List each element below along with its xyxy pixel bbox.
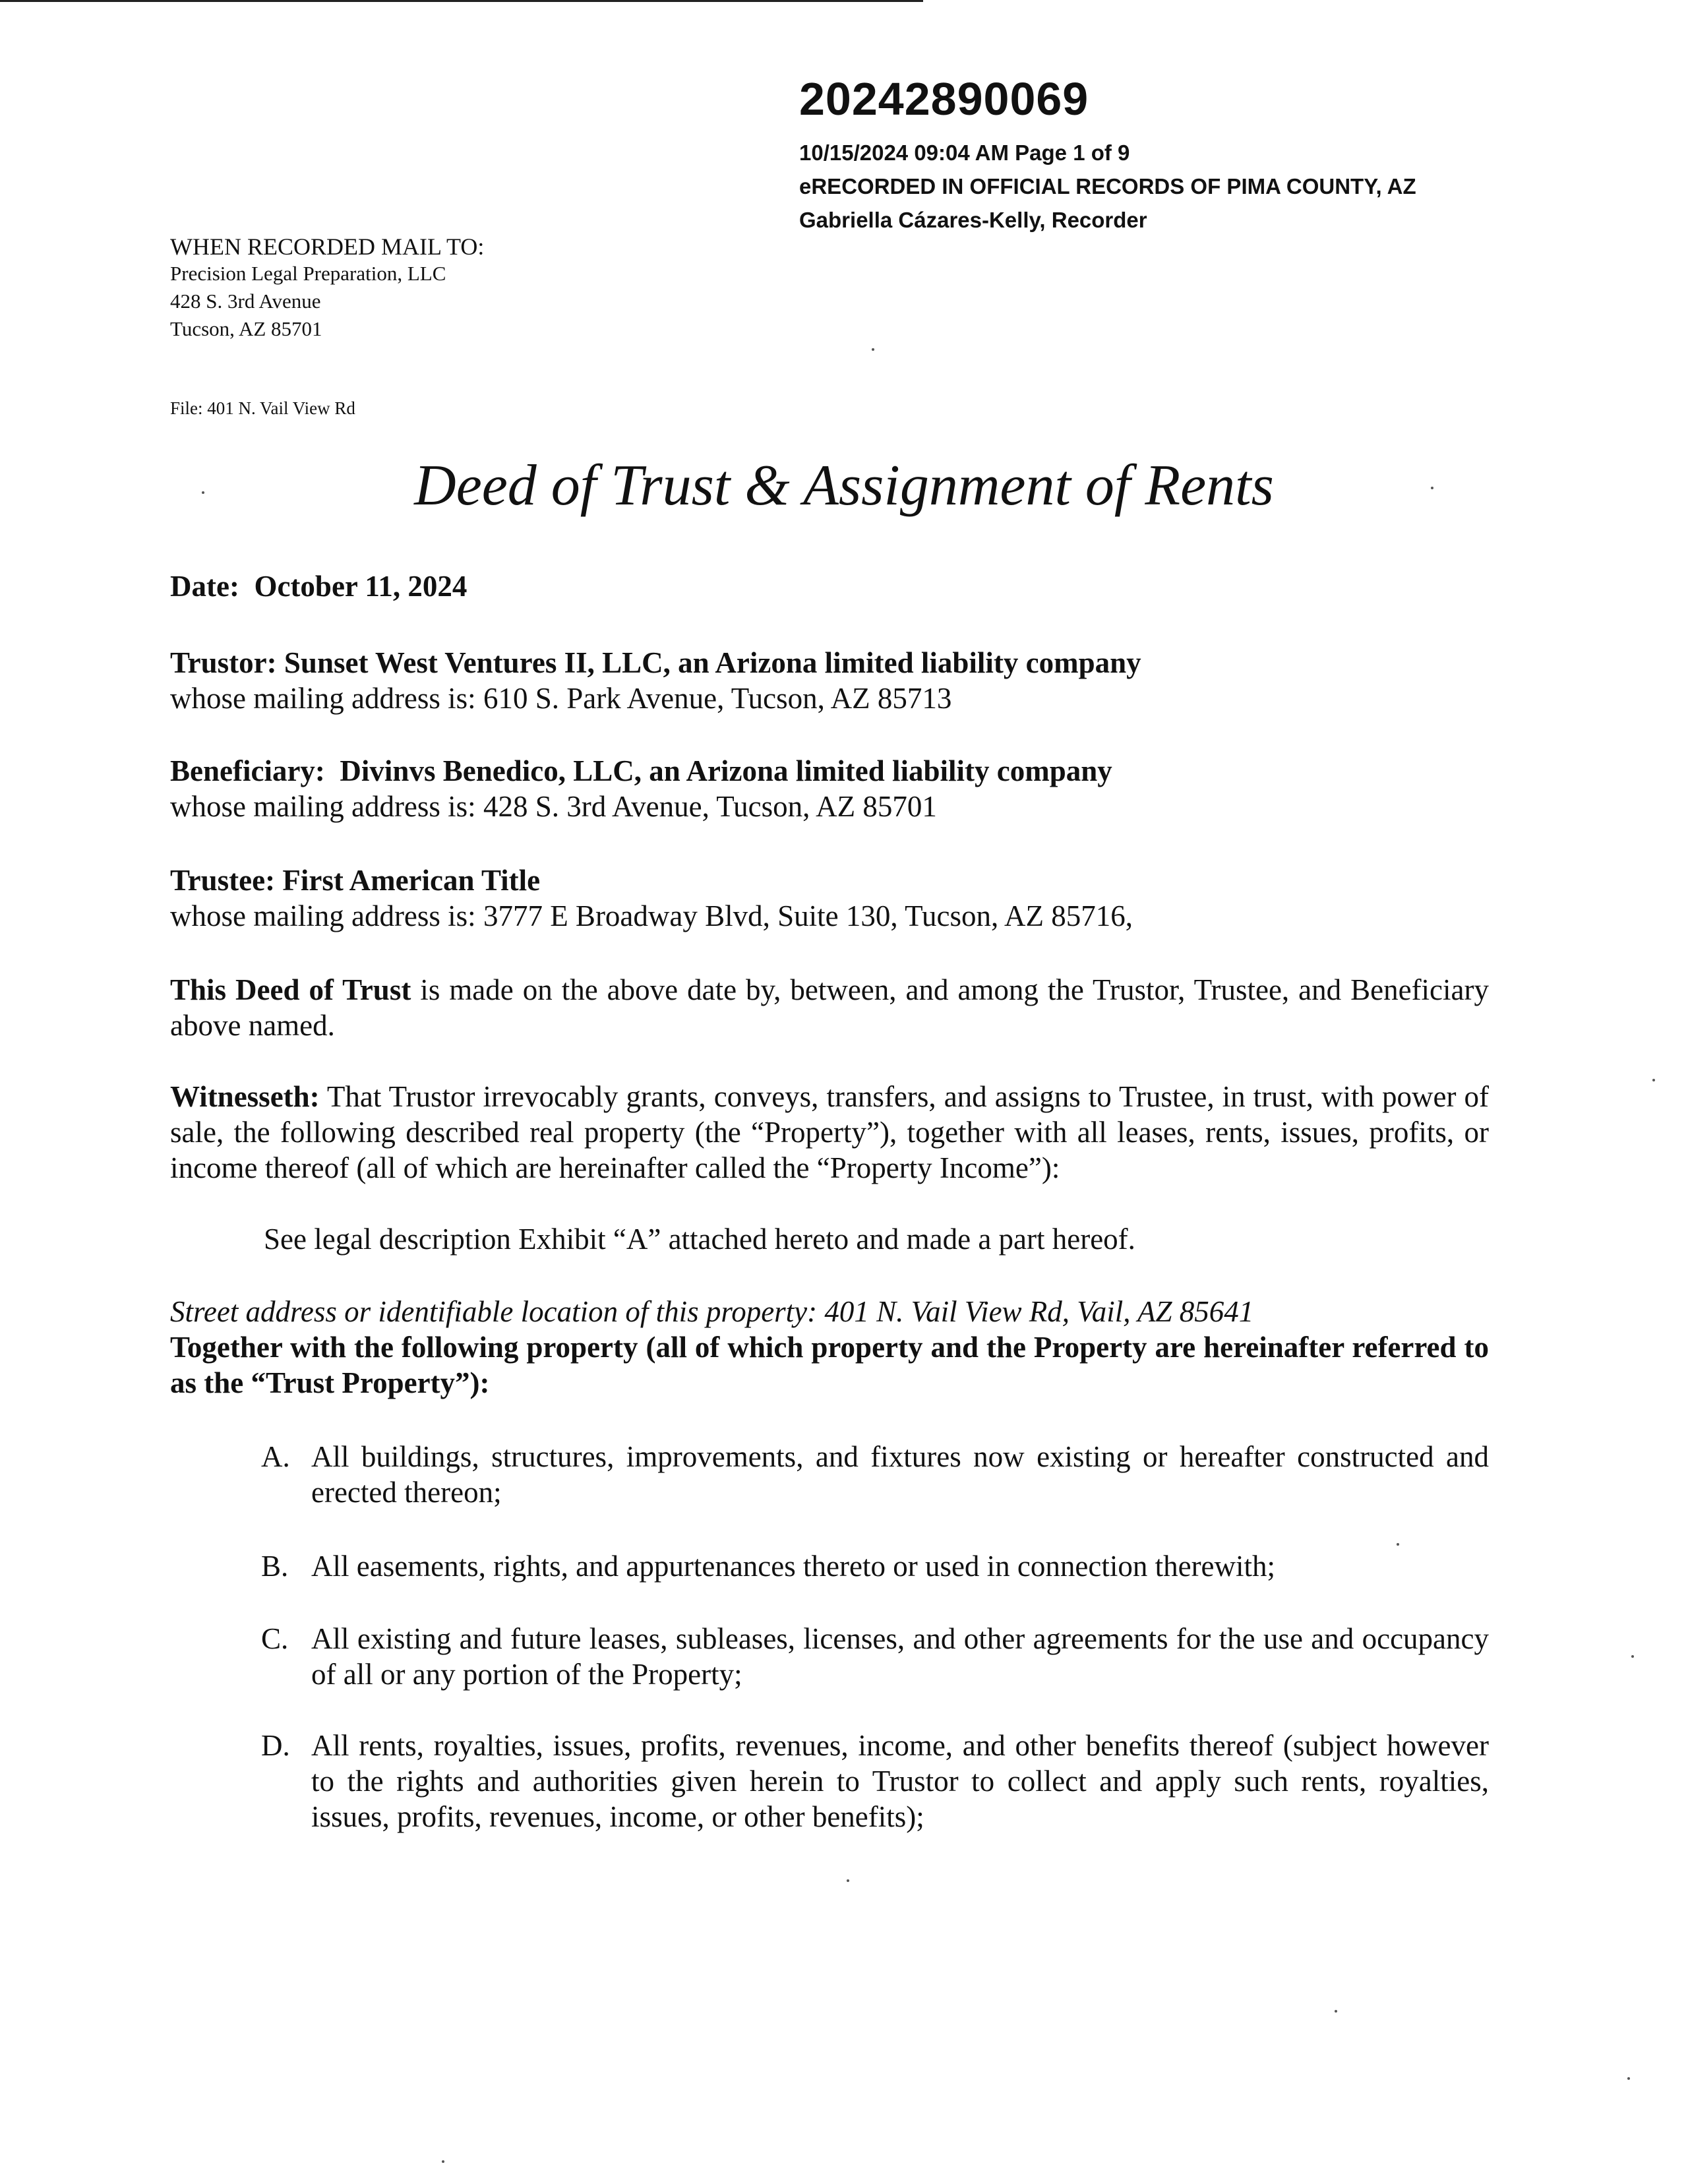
list-item-text: All rents, royalties, issues, profits, revenues, income, and other benefits thereof (subject however to the rights and authorities given herein to Trustor to collect and apply such rents, royalties, issues, profits, revenues, income, or other benefits); (311, 1729, 1489, 1833)
scan-speck (442, 2160, 444, 2163)
list-item-letter: B. (261, 1550, 289, 1583)
scan-speck (1397, 1543, 1399, 1546)
trustor-name: Sunset West Ventures II, LLC, an Arizona limited liability company (284, 646, 1141, 679)
beneficiary-name: Divinvs Benedico, LLC, an Arizona limited liability company (340, 754, 1112, 787)
recording-stamp (799, 136, 1416, 237)
trustee-name: First American Title (282, 864, 541, 897)
witnesseth-text: That Trustor irrevocably grants, conveys, transfers, and assigns to Trustee, in trust, with power of sale, the following described real property (the “Property”), together with all leases, rents, issues, profits, or income thereof (all of which are hereinafter called the “Property Income”): (170, 1080, 1489, 1184)
scan-speck (1627, 2077, 1630, 2080)
witnesseth-paragraph (170, 1079, 1489, 1186)
list-item-text: All existing and future leases, subleases, licenses, and other agreements for the use and occupancy of all or any portion of the Property; (311, 1622, 1489, 1691)
scan-speck (1652, 1079, 1655, 1081)
scan-speck (847, 1879, 849, 1882)
list-item (261, 1439, 1489, 1510)
intro-text: is made on the above date by, between, and among the Trustor, Trustee, and Beneficiary above named. (170, 973, 1489, 1042)
together-paragraph: Together with the following property (all of which property and the Property are hereinafter referred to as the “Trust Property”): (170, 1331, 1489, 1399)
recording-datetime-page: 10/15/2024 09:04 AM Page 1 of 9 (799, 140, 1130, 165)
scan-speck (202, 491, 204, 494)
document-title: Deed of Trust & Assignment of Rents (414, 454, 1274, 518)
recorder-name: Gabriella Cázares-Kelly, Recorder (799, 208, 1147, 232)
intro-paragraph (170, 972, 1489, 1043)
mail-to-line: Precision Legal Preparation, LLC (170, 262, 446, 285)
beneficiary-address: whose mailing address is: 428 S. 3rd Avenue, Tucson, AZ 85701 (170, 790, 937, 823)
date-label: Date: (170, 570, 239, 603)
scan-speck (1335, 2010, 1337, 2013)
trustor-block (170, 645, 1489, 716)
mail-to-heading: WHEN RECORDED MAIL TO: (170, 233, 485, 260)
beneficiary-block (170, 753, 1489, 824)
mail-to-line: Tucson, AZ 85701 (170, 317, 322, 340)
list-item-text: All easements, rights, and appurtenances thereto or used in connection therewith; (311, 1550, 1276, 1583)
mail-to-block (170, 233, 484, 343)
trustor-address: whose mailing address is: 610 S. Park Avenue, Tucson, AZ 85713 (170, 682, 952, 715)
scan-speck (1631, 1655, 1634, 1658)
mail-to-line: 428 S. 3rd Avenue (170, 289, 321, 313)
list-item (261, 1728, 1489, 1835)
list-item-text: All buildings, structures, improvements, and fixtures now existing or hereafter constructed and erected thereon; (311, 1440, 1489, 1509)
beneficiary-label: Beneficiary: (170, 754, 325, 787)
trustor-label: Trustor: (170, 646, 277, 679)
trustee-label: Trustee: (170, 864, 276, 897)
recording-number: 20242890069 (799, 73, 1089, 125)
intro-lead: This Deed of Trust (170, 973, 411, 1006)
list-item-letter: A. (261, 1440, 290, 1473)
scan-top-edge (0, 0, 923, 2)
legal-description: See legal description Exhibit “A” attached hereto and made a part hereof. (264, 1223, 1135, 1256)
file-reference: File: 401 N. Vail View Rd (170, 398, 355, 418)
list-item-letter: D. (261, 1729, 290, 1762)
recording-office: eRECORDED IN OFFICIAL RECORDS OF PIMA COUNTY, AZ (799, 174, 1416, 198)
trustee-address: whose mailing address is: 3777 E Broadway Blvd, Suite 130, Tucson, AZ 85716, (170, 899, 1133, 932)
list-item-letter: C. (261, 1622, 289, 1655)
list-item (261, 1548, 1489, 1584)
witnesseth-lead: Witnesseth: (170, 1080, 320, 1113)
scan-speck (1431, 487, 1433, 489)
trustee-block (170, 863, 1489, 934)
date-line (170, 568, 1489, 604)
scan-speck (872, 348, 874, 351)
date-value: October 11, 2024 (254, 570, 467, 603)
list-item (261, 1621, 1489, 1692)
street-address: Street address or identifiable location of this property: 401 N. Vail View Rd, Vail, AZ 85641 (170, 1295, 1254, 1328)
